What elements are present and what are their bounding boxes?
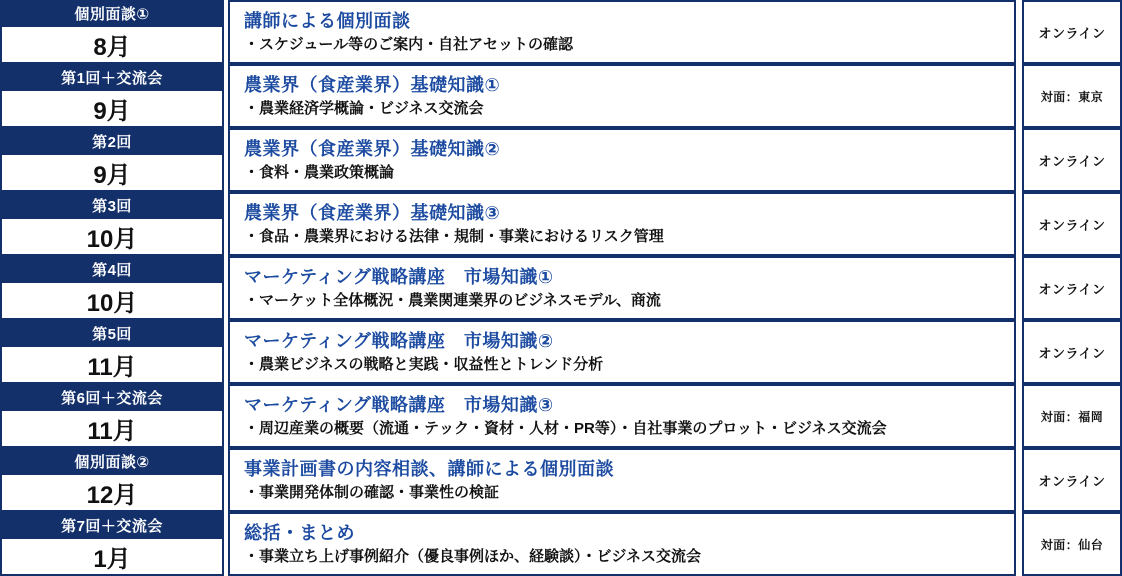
- course-detail: ・周辺産業の概要（流通・テック・資材・人材・PR等）・自社事業のプロット・ビジネス交流会: [244, 420, 887, 437]
- session-month: 1月: [0, 539, 224, 576]
- session-month: 9月: [0, 91, 224, 128]
- session-label: 第1回＋交流会: [0, 64, 224, 91]
- course-detail: ・食料・農業政策概論: [244, 164, 395, 181]
- course-detail: ・事業開発体制の確認・事業性の検証: [244, 484, 500, 501]
- session-label: 第5回: [0, 320, 224, 347]
- session-cell: [0, 384, 228, 448]
- course-cell: [228, 256, 1016, 320]
- course-cell: [228, 384, 1016, 448]
- session-label: 個別面談①: [0, 0, 224, 27]
- session-cell: [0, 0, 228, 64]
- format-label: オンライン: [1038, 153, 1106, 169]
- format-label: オンライン: [1038, 473, 1106, 489]
- session-label: 個別面談②: [0, 448, 224, 475]
- session-label: 第2回: [0, 128, 224, 155]
- course-title: 農業界（食産業界）基礎知識③: [244, 202, 501, 223]
- format-label: オンライン: [1038, 345, 1106, 361]
- course-title: 総括・まとめ: [244, 522, 355, 543]
- course-title: マーケティング戦略講座 市場知識②: [244, 330, 554, 351]
- format-label: オンライン: [1038, 25, 1106, 41]
- course-detail: ・食品・農業界における法律・規制・事業におけるリスク管理: [244, 228, 664, 245]
- course-title: 農業界（食産業界）基礎知識①: [244, 74, 501, 95]
- session-cell: [0, 448, 228, 512]
- session-cell: [0, 128, 228, 192]
- format-label: オンライン: [1038, 217, 1106, 233]
- course-cell: [228, 192, 1016, 256]
- session-cell: [0, 512, 228, 576]
- session-cell: [0, 64, 228, 128]
- course-detail: ・事業立ち上げ事例紹介（優良事例ほか、経験談）・ビジネス交流会: [244, 548, 702, 565]
- table-row: [0, 384, 1122, 448]
- table-row: [0, 512, 1122, 576]
- table-row: [0, 64, 1122, 128]
- table-row: [0, 0, 1122, 64]
- table-row: [0, 320, 1122, 384]
- session-month: 10月: [0, 219, 224, 256]
- course-detail: ・農業経済学概論・ビジネス交流会: [244, 100, 484, 117]
- course-detail: ・スケジュール等のご案内・自社アセットの確認: [244, 36, 573, 53]
- format-cell: [1022, 320, 1122, 384]
- table-row: [0, 256, 1122, 320]
- course-cell: [228, 448, 1016, 512]
- table-row: [0, 448, 1122, 512]
- session-cell: [0, 320, 228, 384]
- session-cell: [0, 256, 228, 320]
- session-label: 第4回: [0, 256, 224, 283]
- course-title: 農業界（食産業界）基礎知識②: [244, 138, 501, 159]
- format-cell: [1022, 192, 1122, 256]
- session-month: 12月: [0, 475, 224, 512]
- session-month: 8月: [0, 27, 224, 64]
- session-month: 9月: [0, 155, 224, 192]
- format-cell: [1022, 448, 1122, 512]
- session-cell: [0, 192, 228, 256]
- session-month: 11月: [0, 411, 224, 448]
- format-cell: [1022, 256, 1122, 320]
- course-title: マーケティング戦略講座 市場知識①: [244, 266, 554, 287]
- format-label: 対面：福岡: [1040, 409, 1104, 424]
- session-month: 11月: [0, 347, 224, 384]
- course-cell: [228, 512, 1016, 576]
- course-detail: ・農業ビジネスの戦略と実践・収益性とトレンド分析: [244, 356, 604, 373]
- table-row: [0, 192, 1122, 256]
- session-month: 10月: [0, 283, 224, 320]
- course-cell: [228, 64, 1016, 128]
- course-title: マーケティング戦略講座 市場知識③: [244, 394, 554, 415]
- session-label: 第6回＋交流会: [0, 384, 224, 411]
- course-cell: [228, 320, 1016, 384]
- course-detail: ・マーケット全体概況・農業関連業界のビジネスモデル、商流: [244, 292, 661, 309]
- course-cell: [228, 0, 1016, 64]
- format-label: 対面：東京: [1040, 89, 1104, 104]
- course-title: 事業計画書の内容相談、講師による個別面談: [244, 458, 614, 479]
- format-cell: [1022, 512, 1122, 576]
- format-label: オンライン: [1038, 281, 1106, 297]
- format-cell: [1022, 384, 1122, 448]
- table-row: [0, 128, 1122, 192]
- format-label: 対面：仙台: [1040, 537, 1104, 552]
- session-label: 第7回＋交流会: [0, 512, 224, 539]
- course-cell: [228, 128, 1016, 192]
- format-cell: [1022, 64, 1122, 128]
- format-cell: [1022, 128, 1122, 192]
- course-title: 講師による個別面談: [244, 10, 411, 31]
- session-label: 第3回: [0, 192, 224, 219]
- format-cell: [1022, 0, 1122, 64]
